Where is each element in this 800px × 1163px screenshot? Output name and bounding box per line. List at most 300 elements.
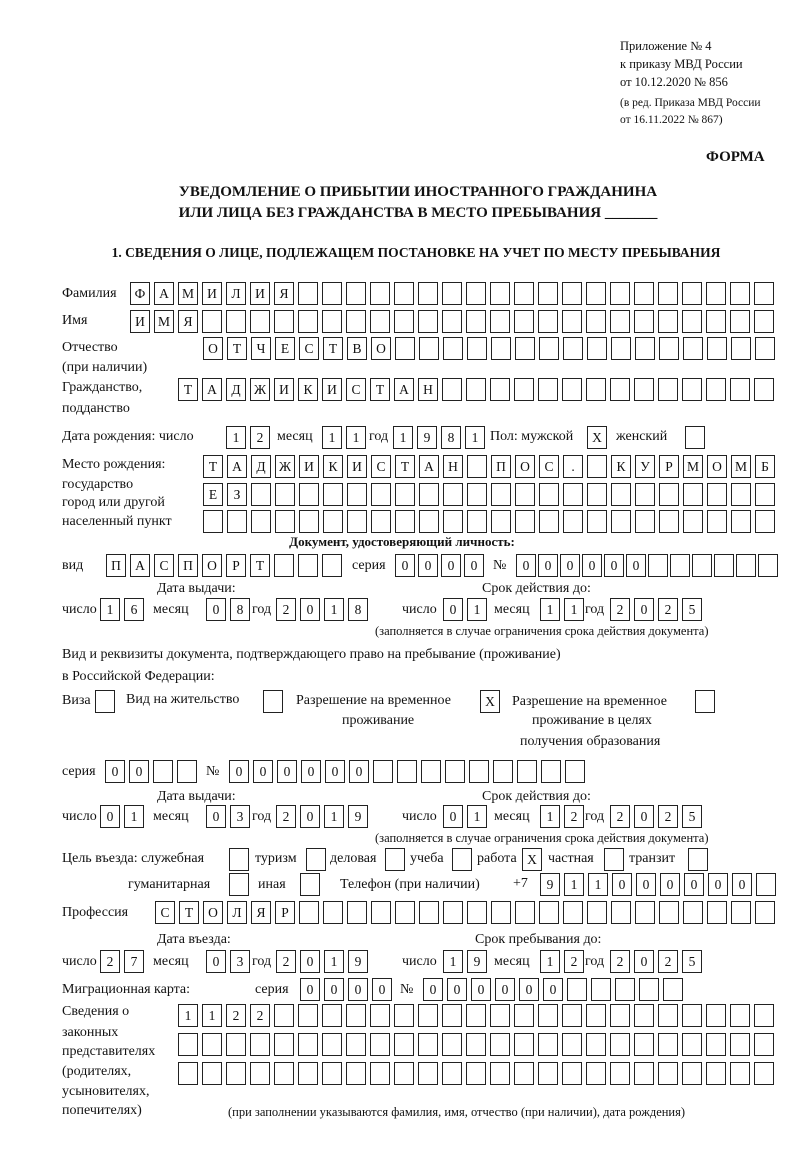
char-box[interactable]: 1 [467, 805, 487, 828]
char-box[interactable]: 3 [230, 805, 250, 828]
char-box[interactable]: 1 [540, 598, 560, 621]
char-box[interactable] [419, 901, 439, 924]
char-box[interactable]: 0 [495, 978, 515, 1001]
char-box[interactable]: X [522, 848, 542, 871]
char-box[interactable] [226, 1033, 246, 1056]
char-box[interactable]: 9 [540, 873, 560, 896]
char-box[interactable] [203, 510, 223, 533]
char-box[interactable] [347, 510, 367, 533]
char-box[interactable] [298, 1004, 318, 1027]
char-box[interactable] [515, 901, 535, 924]
char-box[interactable] [275, 483, 295, 506]
char-box[interactable] [754, 378, 774, 401]
char-box[interactable]: 0 [626, 554, 646, 577]
char-box[interactable] [658, 310, 678, 333]
char-box[interactable] [514, 1062, 534, 1085]
char-box[interactable] [395, 901, 415, 924]
char-box[interactable] [755, 510, 775, 533]
char-box[interactable] [635, 483, 655, 506]
char-box[interactable]: Б [755, 455, 775, 478]
char-box[interactable] [469, 760, 489, 783]
char-box[interactable]: 0 [471, 978, 491, 1001]
char-box[interactable] [466, 1033, 486, 1056]
char-box[interactable] [298, 310, 318, 333]
char-box[interactable] [442, 1004, 462, 1027]
char-box[interactable] [514, 310, 534, 333]
char-box[interactable]: Т [370, 378, 390, 401]
char-box[interactable] [226, 310, 246, 333]
char-box[interactable]: 2 [250, 1004, 270, 1027]
char-box[interactable] [567, 978, 587, 1001]
char-box[interactable]: 1 [100, 598, 120, 621]
char-box[interactable] [634, 1033, 654, 1056]
char-box[interactable] [443, 483, 463, 506]
char-box[interactable] [587, 901, 607, 924]
char-box[interactable]: О [203, 901, 223, 924]
char-box[interactable]: И [202, 282, 222, 305]
char-box[interactable] [706, 1033, 726, 1056]
char-box[interactable]: 0 [348, 978, 368, 1001]
char-box[interactable]: Ж [275, 455, 295, 478]
char-box[interactable]: Я [178, 310, 198, 333]
char-box[interactable]: Л [227, 901, 247, 924]
char-box[interactable] [442, 1062, 462, 1085]
char-box[interactable] [562, 1062, 582, 1085]
char-box[interactable] [591, 978, 611, 1001]
char-box[interactable] [395, 483, 415, 506]
char-box[interactable] [756, 873, 776, 896]
char-box[interactable] [346, 1062, 366, 1085]
char-box[interactable] [346, 1004, 366, 1027]
char-box[interactable]: 1 [346, 426, 366, 449]
char-box[interactable] [635, 510, 655, 533]
char-box[interactable]: 0 [206, 598, 226, 621]
char-box[interactable]: 2 [250, 426, 270, 449]
char-box[interactable] [467, 455, 487, 478]
char-box[interactable] [394, 1062, 414, 1085]
char-box[interactable]: 0 [349, 760, 369, 783]
char-box[interactable] [322, 310, 342, 333]
char-box[interactable]: 2 [564, 950, 584, 973]
char-box[interactable]: 8 [348, 598, 368, 621]
char-box[interactable] [658, 378, 678, 401]
char-box[interactable]: 0 [464, 554, 484, 577]
char-box[interactable]: 0 [105, 760, 125, 783]
char-box[interactable]: 1 [564, 873, 584, 896]
char-box[interactable] [714, 554, 734, 577]
char-box[interactable] [227, 510, 247, 533]
char-box[interactable] [346, 310, 366, 333]
char-box[interactable]: Р [275, 901, 295, 924]
char-box[interactable] [610, 1062, 630, 1085]
char-box[interactable] [373, 760, 393, 783]
char-box[interactable] [322, 282, 342, 305]
char-box[interactable] [754, 282, 774, 305]
char-box[interactable] [419, 510, 439, 533]
char-box[interactable] [610, 1033, 630, 1056]
char-box[interactable] [688, 848, 708, 871]
char-box[interactable]: 2 [610, 598, 630, 621]
char-box[interactable] [538, 378, 558, 401]
char-box[interactable] [539, 337, 559, 360]
char-box[interactable] [659, 337, 679, 360]
char-box[interactable]: Я [251, 901, 271, 924]
char-box[interactable]: 0 [253, 760, 273, 783]
char-box[interactable] [298, 1062, 318, 1085]
char-box[interactable] [541, 760, 561, 783]
char-box[interactable] [299, 510, 319, 533]
char-box[interactable] [611, 510, 631, 533]
char-box[interactable] [682, 378, 702, 401]
char-box[interactable]: О [515, 455, 535, 478]
char-box[interactable]: 0 [100, 805, 120, 828]
char-box[interactable]: 0 [543, 978, 563, 1001]
char-box[interactable] [229, 848, 249, 871]
char-box[interactable] [418, 1062, 438, 1085]
char-box[interactable] [466, 1004, 486, 1027]
char-box[interactable]: 0 [443, 598, 463, 621]
char-box[interactable]: . [563, 455, 583, 478]
char-box[interactable]: Р [226, 554, 246, 577]
char-box[interactable] [538, 1004, 558, 1027]
char-box[interactable] [491, 483, 511, 506]
char-box[interactable] [322, 1004, 342, 1027]
char-box[interactable] [467, 483, 487, 506]
char-box[interactable] [514, 378, 534, 401]
char-box[interactable] [250, 1033, 270, 1056]
char-box[interactable] [514, 282, 534, 305]
char-box[interactable]: М [731, 455, 751, 478]
char-box[interactable]: 0 [634, 805, 654, 828]
char-box[interactable] [682, 282, 702, 305]
char-box[interactable] [562, 1004, 582, 1027]
char-box[interactable]: И [250, 282, 270, 305]
char-box[interactable] [639, 978, 659, 1001]
char-box[interactable] [322, 1062, 342, 1085]
char-box[interactable]: 2 [100, 950, 120, 973]
char-box[interactable]: 0 [324, 978, 344, 1001]
char-box[interactable]: В [347, 337, 367, 360]
char-box[interactable] [443, 510, 463, 533]
char-box[interactable]: 1 [324, 805, 344, 828]
char-box[interactable]: Я [274, 282, 294, 305]
char-box[interactable]: Р [659, 455, 679, 478]
char-box[interactable] [306, 848, 326, 871]
char-box[interactable]: 0 [604, 554, 624, 577]
char-box[interactable] [683, 483, 703, 506]
char-box[interactable]: О [202, 554, 222, 577]
char-box[interactable]: Т [203, 455, 223, 478]
char-box[interactable] [466, 378, 486, 401]
char-box[interactable]: О [707, 455, 727, 478]
char-box[interactable]: 5 [682, 950, 702, 973]
char-box[interactable] [707, 510, 727, 533]
char-box[interactable]: 3 [230, 950, 250, 973]
char-box[interactable] [755, 337, 775, 360]
char-box[interactable] [538, 1062, 558, 1085]
char-box[interactable]: 9 [348, 805, 368, 828]
char-box[interactable] [658, 1033, 678, 1056]
char-box[interactable] [323, 901, 343, 924]
char-box[interactable] [250, 1062, 270, 1085]
char-box[interactable]: Л [226, 282, 246, 305]
char-box[interactable] [634, 1062, 654, 1085]
char-box[interactable]: 0 [395, 554, 415, 577]
char-box[interactable] [346, 1033, 366, 1056]
char-box[interactable] [604, 848, 624, 871]
char-box[interactable] [562, 378, 582, 401]
char-box[interactable] [562, 282, 582, 305]
char-box[interactable]: Ч [251, 337, 271, 360]
char-box[interactable] [610, 310, 630, 333]
char-box[interactable] [758, 554, 778, 577]
char-box[interactable] [731, 901, 751, 924]
char-box[interactable] [202, 310, 222, 333]
char-box[interactable] [658, 282, 678, 305]
char-box[interactable]: 1 [226, 426, 246, 449]
char-box[interactable] [539, 510, 559, 533]
char-box[interactable]: К [298, 378, 318, 401]
char-box[interactable]: 2 [610, 950, 630, 973]
char-box[interactable] [394, 1033, 414, 1056]
char-box[interactable]: М [683, 455, 703, 478]
char-box[interactable] [682, 1004, 702, 1027]
char-box[interactable] [467, 510, 487, 533]
char-box[interactable]: 1 [540, 805, 560, 828]
char-box[interactable] [298, 282, 318, 305]
char-box[interactable] [442, 310, 462, 333]
char-box[interactable]: 9 [348, 950, 368, 973]
char-box[interactable]: З [227, 483, 247, 506]
char-box[interactable]: 0 [301, 760, 321, 783]
char-box[interactable] [514, 1033, 534, 1056]
char-box[interactable] [226, 1062, 246, 1085]
char-box[interactable] [539, 901, 559, 924]
char-box[interactable] [587, 510, 607, 533]
char-box[interactable] [514, 1004, 534, 1027]
char-box[interactable]: С [371, 455, 391, 478]
char-box[interactable] [394, 282, 414, 305]
char-box[interactable]: Ж [250, 378, 270, 401]
char-box[interactable] [615, 978, 635, 1001]
char-box[interactable] [611, 901, 631, 924]
char-box[interactable] [274, 310, 294, 333]
char-box[interactable] [490, 282, 510, 305]
char-box[interactable]: 1 [443, 950, 463, 973]
char-box[interactable]: С [539, 455, 559, 478]
char-box[interactable]: 5 [682, 598, 702, 621]
char-box[interactable] [730, 310, 750, 333]
char-box[interactable]: 9 [467, 950, 487, 973]
char-box[interactable] [346, 282, 366, 305]
char-box[interactable] [659, 483, 679, 506]
char-box[interactable]: С [299, 337, 319, 360]
char-box[interactable]: 1 [393, 426, 413, 449]
char-box[interactable] [298, 1033, 318, 1056]
char-box[interactable]: 1 [324, 950, 344, 973]
char-box[interactable] [491, 510, 511, 533]
char-box[interactable]: 2 [276, 598, 296, 621]
char-box[interactable] [178, 1062, 198, 1085]
char-box[interactable] [394, 310, 414, 333]
char-box[interactable] [611, 337, 631, 360]
char-box[interactable] [370, 310, 390, 333]
char-box[interactable] [466, 310, 486, 333]
char-box[interactable] [610, 1004, 630, 1027]
char-box[interactable]: Н [443, 455, 463, 478]
char-box[interactable] [563, 337, 583, 360]
char-box[interactable] [731, 337, 751, 360]
char-box[interactable]: 0 [325, 760, 345, 783]
char-box[interactable] [95, 690, 115, 713]
char-box[interactable] [178, 1033, 198, 1056]
char-box[interactable] [754, 310, 774, 333]
char-box[interactable] [635, 901, 655, 924]
char-box[interactable] [491, 901, 511, 924]
char-box[interactable] [371, 510, 391, 533]
char-box[interactable]: 1 [467, 598, 487, 621]
char-box[interactable]: 0 [300, 598, 320, 621]
char-box[interactable]: Т [250, 554, 270, 577]
char-box[interactable] [385, 848, 405, 871]
char-box[interactable] [586, 1033, 606, 1056]
char-box[interactable]: 6 [124, 598, 144, 621]
char-box[interactable]: 0 [636, 873, 656, 896]
char-box[interactable]: 0 [206, 805, 226, 828]
char-box[interactable] [538, 310, 558, 333]
char-box[interactable]: 0 [206, 950, 226, 973]
char-box[interactable] [153, 760, 173, 783]
char-box[interactable] [421, 760, 441, 783]
char-box[interactable] [202, 1062, 222, 1085]
char-box[interactable]: 0 [300, 978, 320, 1001]
char-box[interactable] [515, 510, 535, 533]
char-box[interactable] [695, 690, 715, 713]
char-box[interactable] [370, 1062, 390, 1085]
char-box[interactable] [634, 310, 654, 333]
char-box[interactable]: 7 [124, 950, 144, 973]
char-box[interactable]: И [299, 455, 319, 478]
char-box[interactable] [538, 282, 558, 305]
char-box[interactable] [490, 1033, 510, 1056]
char-box[interactable]: 9 [417, 426, 437, 449]
char-box[interactable]: 2 [276, 950, 296, 973]
char-box[interactable]: 1 [324, 598, 344, 621]
char-box[interactable] [587, 483, 607, 506]
char-box[interactable] [177, 760, 197, 783]
char-box[interactable]: 1 [588, 873, 608, 896]
char-box[interactable] [323, 510, 343, 533]
char-box[interactable]: П [491, 455, 511, 478]
char-box[interactable] [730, 378, 750, 401]
char-box[interactable] [370, 1033, 390, 1056]
char-box[interactable] [706, 310, 726, 333]
char-box[interactable] [706, 378, 726, 401]
char-box[interactable] [563, 510, 583, 533]
char-box[interactable] [587, 455, 607, 478]
char-box[interactable] [394, 1004, 414, 1027]
char-box[interactable] [251, 483, 271, 506]
char-box[interactable] [692, 554, 712, 577]
char-box[interactable]: 0 [277, 760, 297, 783]
char-box[interactable]: С [155, 901, 175, 924]
char-box[interactable]: 0 [660, 873, 680, 896]
char-box[interactable]: С [346, 378, 366, 401]
char-box[interactable]: 0 [300, 805, 320, 828]
char-box[interactable] [683, 510, 703, 533]
char-box[interactable] [419, 483, 439, 506]
char-box[interactable] [562, 1033, 582, 1056]
char-box[interactable]: 2 [276, 805, 296, 828]
char-box[interactable] [635, 337, 655, 360]
char-box[interactable] [347, 901, 367, 924]
char-box[interactable] [445, 760, 465, 783]
char-box[interactable]: 8 [230, 598, 250, 621]
char-box[interactable]: 0 [423, 978, 443, 1001]
char-box[interactable]: О [203, 337, 223, 360]
char-box[interactable] [490, 310, 510, 333]
char-box[interactable] [263, 690, 283, 713]
char-box[interactable]: К [611, 455, 631, 478]
char-box[interactable]: Д [226, 378, 246, 401]
char-box[interactable] [563, 483, 583, 506]
char-box[interactable] [418, 1004, 438, 1027]
char-box[interactable]: 0 [612, 873, 632, 896]
char-box[interactable] [322, 1033, 342, 1056]
char-box[interactable]: 0 [582, 554, 602, 577]
char-box[interactable] [274, 554, 294, 577]
char-box[interactable]: 2 [610, 805, 630, 828]
char-box[interactable]: 1 [322, 426, 342, 449]
char-box[interactable]: 0 [708, 873, 728, 896]
char-box[interactable]: 0 [447, 978, 467, 1001]
char-box[interactable] [659, 510, 679, 533]
char-box[interactable] [682, 310, 702, 333]
char-box[interactable]: Т [179, 901, 199, 924]
char-box[interactable] [658, 1062, 678, 1085]
char-box[interactable] [706, 1004, 726, 1027]
char-box[interactable]: И [322, 378, 342, 401]
char-box[interactable] [663, 978, 683, 1001]
char-box[interactable]: 1 [564, 598, 584, 621]
char-box[interactable] [467, 901, 487, 924]
char-box[interactable] [731, 483, 751, 506]
char-box[interactable] [707, 901, 727, 924]
char-box[interactable] [730, 1033, 750, 1056]
char-box[interactable]: И [347, 455, 367, 478]
char-box[interactable]: А [394, 378, 414, 401]
char-box[interactable] [517, 760, 537, 783]
char-box[interactable]: 0 [560, 554, 580, 577]
char-box[interactable]: 0 [129, 760, 149, 783]
char-box[interactable] [443, 337, 463, 360]
char-box[interactable]: А [419, 455, 439, 478]
char-box[interactable] [370, 282, 390, 305]
char-box[interactable] [610, 378, 630, 401]
char-box[interactable]: 1 [124, 805, 144, 828]
char-box[interactable] [202, 1033, 222, 1056]
char-box[interactable] [586, 282, 606, 305]
char-box[interactable] [755, 483, 775, 506]
char-box[interactable] [274, 1004, 294, 1027]
char-box[interactable]: И [274, 378, 294, 401]
char-box[interactable] [683, 901, 703, 924]
char-box[interactable]: А [227, 455, 247, 478]
char-box[interactable] [707, 337, 727, 360]
char-box[interactable] [490, 1004, 510, 1027]
char-box[interactable] [418, 282, 438, 305]
char-box[interactable] [418, 310, 438, 333]
